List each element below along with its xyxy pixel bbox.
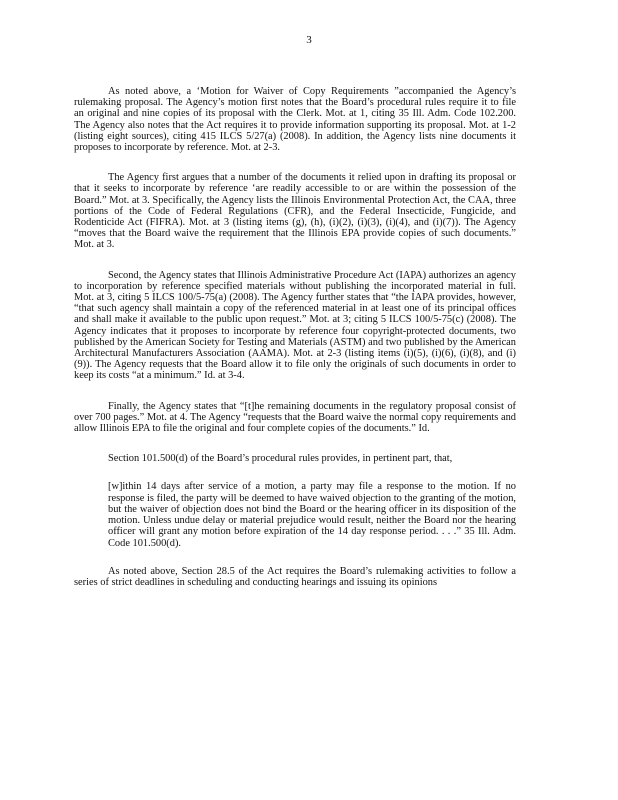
paragraph-accessible-documents: The Agency first argues that a number of the documents it relied upon in drafting its proposal or that it seeks to incorporate by reference ‘are readily accessible to or are within the possession of the Board.” Mot. at 3. Specifically, the Agency lists the Illinois Environmental Protection Act, the CAA, three portions of the Code of Federal Regulations (CFR), and the Federal Insecticide, Fungicide, and Rodenticide Act (FIFRA). Mot. at 3 (listing items (g), (h), (i)(2), (i)(3), (i)(4), and (i)(7)). The Agency “moves that the Board waive the requirement that the Illinois EPA provide copies of such documents.” Mot. at 3. (74, 172, 516, 251)
paragraph-remaining-documents: Finally, the Agency states that “[t]he remaining documents in the regulatory proposal consist of over 700 pages.” Mot. at 4. The Agency “requests that the Board waive the normal copy requirements and allow Illinois EPA to file the original and four complete copies of the documents.” Id. (74, 400, 516, 435)
page-number: 3 (306, 34, 312, 46)
paragraph-section-lead-in: Section 101.500(d) of the Board’s procedural rules provides, in pertinent part, that, (108, 453, 453, 465)
paragraph-section-28-5: As noted above, Section 28.5 of the Act requires the Board’s rulemaking activities to follow a series of strict deadlines in scheduling and conducting hearings and issuing its opinions (74, 565, 516, 588)
block-quote-rule: [w]ithin 14 days after service of a motion, a party may file a response to the motion. If no response is filed, the party will be deemed to have waived objection to the granting of the motion, but the waiver of objection does not bind the Board or the hearing officer in its disposition of the motion. Unless undue delay or material prejudice would result, neither the Board nor the hearing officer will grant any motion before expiration of the 14 day response period. . . .” 35 Ill. Adm. Code 101.500(d). (108, 481, 516, 549)
paragraph-motion-waiver: As noted above, a ‘Motion for Waiver of Copy Requirements ”accompanied the Agency’s rulemaking proposal. The Agency’s motion first notes that the Board’s procedural rules require it to file an original and nine copies of its proposal with the Clerk. Mot. at 1, citing 35 Ill. Adm. Code 102.200. The Agency also notes that the Act requires it to provide information supporting its proposal. Mot. at 1-2 (listing eight sources), citing 415 ILCS 5/27(a) (2008). In addition, the Agency lists nine documents it proposes to incorporate by reference. Mot. at 2-3. (74, 86, 516, 154)
body-text (74, 86, 516, 607)
paragraph-iapa-incorporation: Second, the Agency states that Illinois Administrative Procedure Act (IAPA) authorizes an agency to incorporation by reference specified materials without publishing the incorporated material in full. Mot. at 3, citing 5 ILCS 100/5-75(a) (2008). The Agency further states that “the IAPA provides, however, “that such agency shall maintain a copy of the referenced material in at least one of its principal offices and shall make it available to the public upon request.” Mot. at 3; citing 5 ILCS 100/5-75(c) (2008). The Agency indicates that it proposes to incorporate by reference four copyright-protected documents, two published by the American Society for Testing and Materials (ASTM) and two published by the American Architectural Manufacturers Association (AAMA). Mot. at 2-3 (listing items (i)(5), (i)(6), (i)(8), and (i)(9)). The Agency requests that the Board allow it to file only the originals of such documents in order to keep its costs “at a minimum.” Id. at 3-4. (74, 269, 516, 382)
